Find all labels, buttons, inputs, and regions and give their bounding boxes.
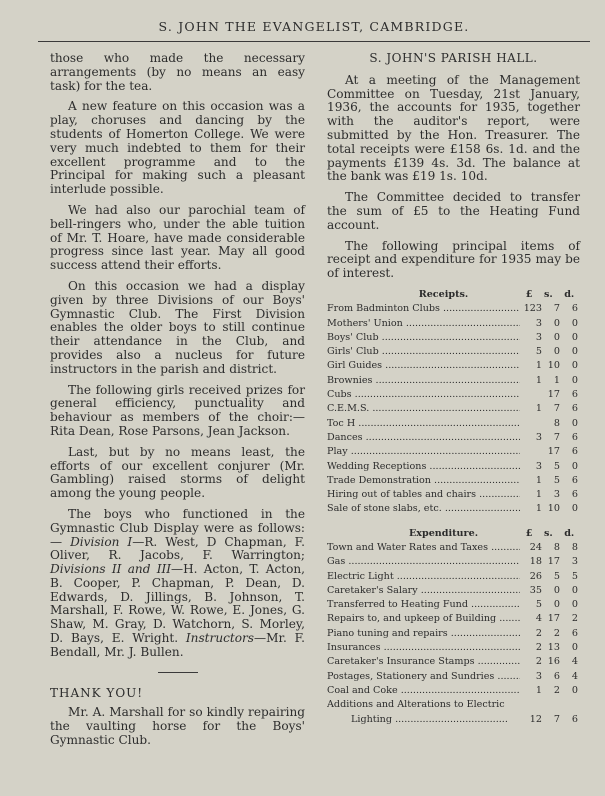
account-label: Transferred to Heating Fund ..... [327,598,520,612]
pence: 0 [571,642,578,654]
shillings: 17 [547,446,560,458]
account-amount [520,317,580,331]
shillings: 17 [547,613,560,625]
pounds: 1 [535,684,542,696]
running-header: S. JOHN THE EVANGELIST, CAMBRIDGE. [158,19,470,34]
pounds-heading: £ [525,288,533,300]
shillings: 8 [553,417,560,429]
pence: 0 [571,684,578,696]
account-amount [520,374,580,388]
account-amount [520,627,580,641]
pence: 6 [571,431,578,443]
pence: 5 [571,570,578,582]
shillings: 7 [553,431,560,443]
account-label: Hiring out of tables and chairs ..... [327,488,520,502]
paragraph: Last, but by no means least, the efforts of our excellent conjurer (Mr. Gambling) raised storms of delight among the young people. [50,444,305,501]
account-row [327,460,580,474]
pounds: 1 [535,489,542,501]
pounds: 3 [535,460,542,472]
shillings: 0 [553,331,560,343]
pence: 2 [571,613,578,625]
pence: 6 [571,489,578,501]
account-label: Girl Guides ..... [327,359,520,373]
account-row [327,345,580,359]
account-row [327,402,580,416]
shillings: 2 [553,627,560,639]
shillings: 7 [553,303,560,315]
pounds: 1 [535,360,542,372]
instructors-names: —Mr. F. Bendall, Mr. J. Bullen. [50,631,305,659]
account-amount [520,713,580,727]
shillings: 17 [547,389,560,401]
pounds: 2 [535,656,542,668]
paragraph: those who made the necessary arrangements (by no means an easy task) for the tea. [50,51,305,93]
instructors-label: Instructors [185,631,255,646]
account-row [327,331,580,345]
pounds: 1 [535,474,542,486]
paragraph: At a meeting of the Management Committee on Tuesday, 21st January, 1936, the accounts for 1935, together with the auditor's report, were submitted by the Hon. Treasurer. The total receipts were £158 6s. 1d. and the payments £139 4s. 3d. The balance at the bank was £19 1s. 10d. [327,72,580,184]
account-row [327,317,580,331]
pounds: 3 [535,670,542,682]
account-label: Sale of stone slabs, etc. ..... [327,502,520,516]
account-amount [520,598,580,612]
account-amount [520,359,580,373]
currency-headings [520,288,580,302]
account-label: Repairs to, and upkeep of Building ..... [327,612,520,626]
account-label: Wedding Receptions ..... [327,460,520,474]
account-amount [520,612,580,626]
account-row [327,431,580,445]
account-label: Caretaker's Salary ..... [327,584,520,598]
account-amount [520,345,580,359]
account-label: Girls' Club ..... [327,345,520,359]
account-amount [520,417,580,431]
account-row [327,641,580,655]
account-amount [520,402,580,416]
shillings-heading: s. [543,288,553,300]
account-row [327,570,580,584]
account-row [327,417,580,431]
account-label: Coal and Coke ..... [327,684,520,698]
account-amount [520,684,580,698]
pounds: 35 [529,584,542,596]
account-label: Electric Light ..... [327,570,520,584]
pounds: 26 [529,570,542,582]
shillings: 7 [553,713,560,725]
account-row [327,302,580,316]
pounds: 3 [535,317,542,329]
shillings: 6 [553,670,560,682]
pounds: 12 [529,713,542,725]
shillings: 8 [553,542,560,553]
account-row [327,541,580,555]
pence: 6 [571,627,578,639]
pence-heading: d. [564,527,575,539]
pence: 6 [571,403,578,415]
account-amount [520,488,580,502]
parish-hall-heading: S. JOHN'S PARISH HALL. [369,51,538,65]
pounds: 1 [535,374,542,386]
gymnastic-list [50,508,305,660]
division-names: —H. Acton, T. Acton, B. Cooper, P. Chapman, P. Dean, D. Edwards, D. Jillings, B. Johnson, T. Marshall, F. Rowe, W. Rowe, E. Jones, G. Shaw, M. Gray, D. Watchorn, S. Morley, D. Bays, E. Wright. [50,562,305,646]
pence: 0 [571,584,578,596]
gymnastic-intro: The boys who functioned in the Gymnastic Club Display were as follows:— [50,506,305,549]
pounds-heading: £ [525,527,533,539]
pence: 0 [571,460,578,472]
shillings: 7 [553,403,560,415]
expenditure-list [327,541,580,698]
account-label: Play ..... [327,445,520,459]
account-label: Additions and Alterations to Electric Lighting ..... [327,698,520,727]
pence: 3 [571,556,578,568]
account-row [327,584,580,598]
account-amount [520,584,580,598]
thanks-heading: THANK YOU! [50,685,144,700]
account-amount [520,331,580,345]
shillings: 1 [553,374,560,386]
pence: 0 [571,360,578,372]
pounds: 1 [535,403,542,415]
shillings: 10 [547,360,560,372]
shillings: 0 [553,584,560,596]
account-row [327,655,580,669]
section-divider [158,672,198,673]
account-row [327,488,580,502]
account-amount [520,541,580,555]
paragraph: The Committee decided to transfer the sum of £5 to the Heating Fund account. [327,190,580,232]
pence: 0 [571,599,578,611]
expenditure-header [327,527,580,541]
account-label: C.E.M.S. ..... [327,402,520,416]
account-label: Cubs ..... [327,388,520,402]
account-amount [520,655,580,669]
account-amount [520,641,580,655]
pounds: 123 [523,303,542,315]
account-row [327,445,580,459]
pence: 0 [571,346,578,358]
paragraph: On this occasion we had a display given by three Divisions of our Boys' Gymnastic Club. The First Division enables the older boys to still continue their attendance in the Club, and provides also a nucleus for future instructors in the parish and district. [50,278,305,376]
account-row [327,555,580,569]
account-label: Town and Water Rates and Taxes ..... [327,541,520,555]
expenditure-title: Expenditure. [408,527,479,539]
pence: 4 [571,656,578,668]
pounds: 3 [535,431,542,443]
pence: 8 [571,542,578,553]
account-label: Boys' Club ..... [327,331,520,345]
shillings: 0 [553,346,560,358]
account-row [327,684,580,698]
pence: 0 [571,374,578,386]
shillings: 2 [553,684,560,696]
account-amount [520,388,580,402]
account-label: From Badminton Clubs ..... [327,302,520,316]
pounds [520,417,542,431]
shillings: 0 [553,599,560,611]
account-row [327,698,580,727]
account-label: Mothers' Union ..... [327,317,520,331]
account-amount [520,474,580,488]
account-amount [520,445,580,459]
account-label: Toc H ..... [327,417,520,431]
shillings: 3 [553,489,560,501]
shillings: 13 [547,642,560,654]
pounds: 1 [535,503,542,515]
shillings: 5 [553,460,560,472]
shillings: 17 [547,556,560,568]
account-label: Piano tuning and repairs ..... [327,627,520,641]
pence: 0 [571,503,578,515]
shillings: 0 [553,317,560,329]
right-column [327,52,580,727]
shillings-heading: s. [543,527,553,539]
shillings: 16 [547,656,560,668]
account-row [327,627,580,641]
paragraph: Mr. A. Marshall for so kindly repairing the vaulting horse for the Boys' Gymnastic Club. [50,705,305,748]
account-row [327,388,580,402]
pence: 6 [571,303,578,315]
accounts-table [327,288,580,727]
pence-heading: d. [564,288,575,300]
shillings: 5 [553,474,560,486]
account-row [327,474,580,488]
pence: 6 [571,446,578,458]
account-label: Trade Demonstration ..... [327,474,520,488]
receipts-list [327,302,580,516]
pence: 0 [571,317,578,329]
paragraph: The following principal items of receipt and expenditure for 1935 may be of interest. [327,238,580,281]
pence: 4 [571,670,578,682]
shillings: 5 [553,570,560,582]
pence: 6 [571,389,578,401]
account-label: Brownies ..... [327,374,520,388]
pounds: 18 [529,556,542,568]
left-column [50,52,305,755]
account-row [327,612,580,626]
pounds: 2 [535,627,542,639]
currency-headings [520,527,580,541]
paragraph: A new feature on this occasion was a play, choruses and dancing by the students of Homerton College. We were very much indebted to them for their excellent programme and to the Principal for making such a pleasant interlude possible. [50,99,305,197]
account-row [327,598,580,612]
pounds: 5 [535,346,542,358]
paragraph: We had also our parochial team of bell-ringers who, under the able tuition of Mr. T. Hoare, have made considerable progress since last year. May all good success attend their efforts. [50,202,305,273]
pence: 6 [571,474,578,486]
account-label: Dances ..... [327,431,520,445]
account-label: Postages, Stationery and Sundries ..... [327,670,520,684]
account-amount [520,670,580,684]
pounds: 24 [529,542,542,553]
account-amount [520,502,580,516]
receipts-header [327,288,580,302]
pounds [520,388,542,402]
pence: 0 [571,417,578,429]
pence: 6 [571,713,578,725]
division-label: Division I [70,534,133,549]
account-amount [520,302,580,316]
division-names: —R. West, D Chapman, F. Oliver, R. Jacobs, F. Warrington; [50,534,305,563]
account-amount [520,460,580,474]
account-amount [520,555,580,569]
pounds: 4 [535,613,542,625]
division-label: Divisions II and III [50,562,172,577]
pounds [520,445,542,459]
account-row [327,374,580,388]
receipts-title: Receipts. [418,288,469,300]
account-amount [520,431,580,445]
account-label: Insurances ..... [327,641,520,655]
pence: 0 [571,331,578,343]
pounds: 5 [535,599,542,611]
shillings: 10 [547,503,560,515]
account-row [327,670,580,684]
account-label: Gas ..... [327,555,520,569]
pounds: 2 [535,642,542,654]
pounds: 3 [535,331,542,343]
paragraph: The following girls received prizes for general efficiency, punctuality and behaviour as members of the choir:—Rita Dean, Rose Parsons, Jean Jackson. [50,382,305,438]
account-row [327,502,580,516]
header-rule [38,41,590,42]
account-amount [520,570,580,584]
account-row [327,359,580,373]
account-label: Caretaker's Insurance Stamps ..... [327,655,520,669]
